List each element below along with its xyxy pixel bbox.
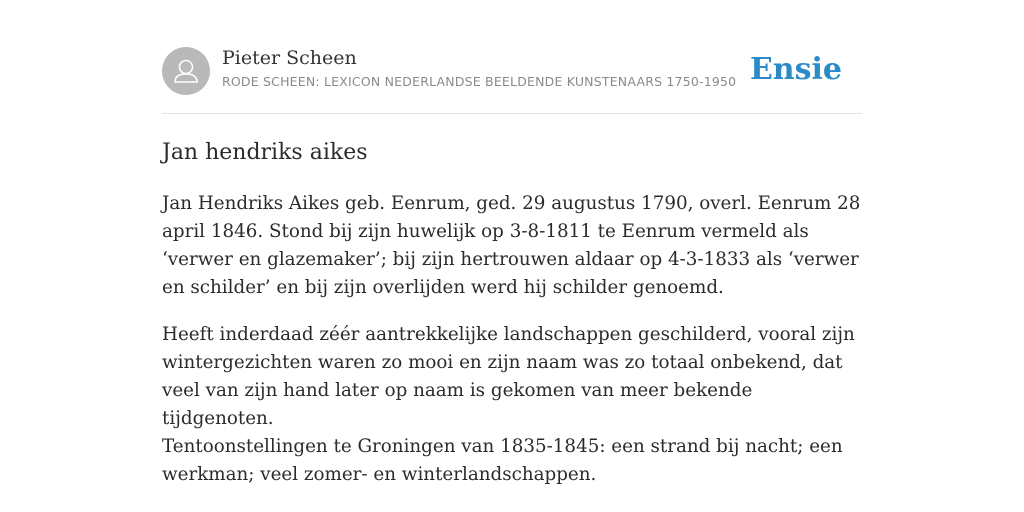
article-paragraph: Jan Hendriks Aikes geb. Eenrum, ged. 29 augustus 1790, overl. Eenrum 28 april 1846. Stond bij zijn huwelijk op 3-8-1811 te Eenrum vermeld als ‘verwer en glazemaker’; bij zijn hertrouwen aldaar op 4-3-1833 als ‘verwer en schilder’ en bij zijn overlijden werd hij schilder genoemd. — [162, 193, 861, 298]
article-paragraph: Tentoonstellingen te Groningen van 1835-1845: een strand bij nacht; een werkman; veel zomer- en winterlandschappen. — [162, 436, 843, 485]
article-header — [162, 46, 862, 96]
source-title[interactable]: RODE SCHEEN: LEXICON NEDERLANDSE BEELDENDE KUNSTENAARS 1750-1950 — [222, 74, 737, 89]
author-name[interactable]: Pieter Scheen — [222, 47, 357, 69]
brand-logo[interactable]: Ensie — [749, 52, 842, 87]
article-card — [162, 0, 862, 512]
article-title: Jan hendriks aikes — [162, 140, 368, 165]
user-icon — [162, 47, 210, 95]
article-paragraph: Heeft inderdaad zéér aantrekkelijke landschappen geschilderd, vooral zijn wintergezichten waren zo mooi en zijn naam was zo totaal onbekend, dat veel van zijn hand later op naam is gekomen van meer bekende tijdgenoten. — [162, 324, 855, 429]
author-avatar[interactable] — [162, 47, 210, 95]
header-divider — [162, 113, 862, 114]
